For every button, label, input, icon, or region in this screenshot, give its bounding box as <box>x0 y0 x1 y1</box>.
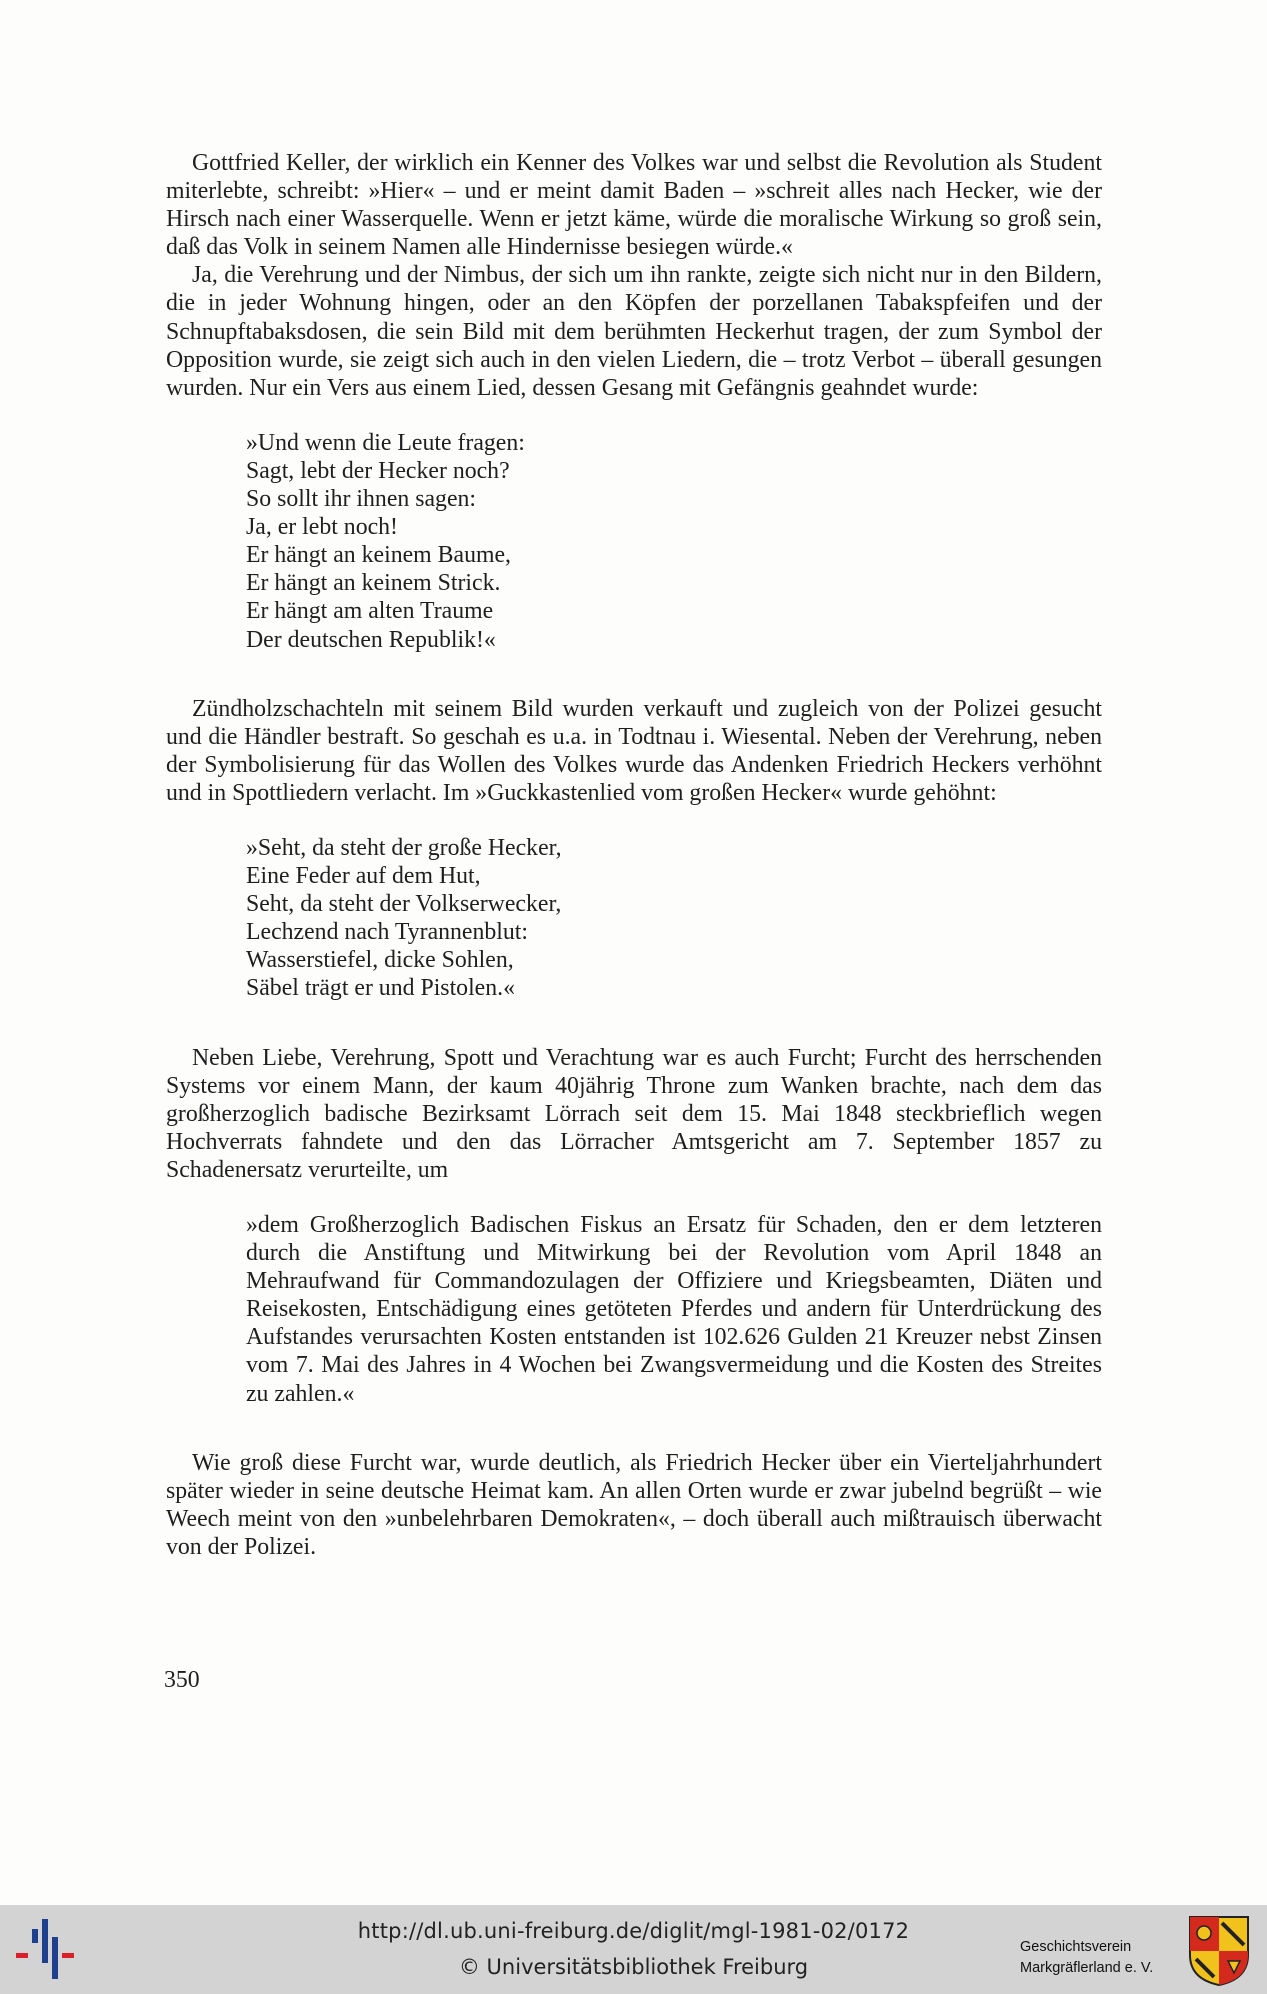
society-name-line: Geschichtsverein <box>1020 1939 1132 1955</box>
verse-line: Er hängt an keinem Baume, <box>246 542 511 569</box>
verse-line: »Seht, da steht der große Hecker, <box>246 834 562 861</box>
society-name-line: Markgräflerland e. V. <box>1020 1960 1154 1976</box>
page-number: 350 <box>164 1667 200 1693</box>
coat-of-arms-icon <box>1188 1915 1250 1987</box>
footer-bar <box>0 1905 1267 1994</box>
paragraph-verehrung: Ja, die Verehrung und der Nimbus, der sich um ihn rankte, zeigte sich nicht nur in den Bildern, die in jeder Wohnung hingen, oder an den Köpfen der porzellanen Tabakspfeifen und der Schnupftabaksdosen, die sein Bild mit dem berühmten Heckerhut tragen, der zum Symbol der Opposition wurde, sie zeigt sich auch in den vielen Liedern, die – trotz Verbot – überall gesungen wurden. Nur ein Vers aus einem Lied, dessen Gesang mit Gefängnis geahndet wurde: <box>166 262 1102 401</box>
society-name <box>1020 1937 1153 1979</box>
verse-line: Eine Feder auf dem Hut, <box>246 863 481 890</box>
verse-line: Wasserstiefel, dicke Sohlen, <box>246 947 514 974</box>
verse-line: Der deutschen Republik!« <box>246 626 496 653</box>
paragraph-keller-quote: Gottfried Keller, der wirklich ein Kenner des Volkes war und selbst die Revolution als Student miterlebte, schreibt: »Hier« – und er meint damit Baden – »schreit alles nach Hecker, wie der Hirsch nach einer Wasserquelle. Wenn er jetzt käme, würde die moralische Wirkung so groß sein, daß das Volk in seinem Namen alle Hindernisse besiegen würde.« <box>166 150 1102 261</box>
verse-line: Säbel trägt er und Pistolen.« <box>246 975 515 1002</box>
paragraph-heimkehr: Wie groß diese Furcht war, wurde deutlich, als Friedrich Hecker über ein Vierteljahrhundert später wieder in seine deutsche Heimat kam. An allen Orten wurde er zwar jubelnd begrüßt – wie Weech meint von den »unbelehrbaren Demokraten«, – doch überall auch mißtrauisch überwacht von der Polizei. <box>166 1449 1102 1560</box>
quote-schadenersatz: »dem Großherzoglich Badischen Fiskus an Ersatz für Schaden, den er dem letzteren durch die Anstiftung und Mitwirkung bei der Revolution vom April 1848 an Mehraufwand für Commandozulagen der Offiziere und Kriegsbeamten, Diäten und Reisekosten, Entschädigung eines getöteten Pferdes und andern für Unterdrückung des Aufstandes verursachten Kosten entstanden ist 102.626 Gulden 21 Kreuzer nebst Zinsen vom 7. Mai des Jahres in 4 Wochen bei Zwangsvermeidung und die Kosten des Streites zu zahlen.« <box>246 1212 1102 1407</box>
footer-copyright: © Universitätsbibliothek Freiburg <box>458 1955 809 1979</box>
verse-line: Sagt, lebt der Hecker noch? <box>246 457 510 484</box>
verse-line: Seht, da steht der Volkserwecker, <box>246 891 562 918</box>
paragraph-zuendholz: Zündholzschachteln mit seinem Bild wurden verkauft und zugleich von der Polizei gesucht und die Händler bestraft. So geschah es u.a. in Todtnau i. Wiesental. Neben der Verehrung, neben der Symbolisierung für das Wollen des Volkes wurde das Andenken Friedrich Heckers verhöhnt und in Spottliedern verlacht. Im »Guckkastenlied vom großen Hecker« wurde gehöhnt: <box>166 695 1102 806</box>
text-column <box>166 149 1102 1561</box>
verse-line: Er hängt an keinem Strick. <box>246 570 501 597</box>
verse-line: So sollt ihr ihnen sagen: <box>246 486 477 513</box>
verse-guckkastenlied <box>166 834 1102 1003</box>
verse-line: Er hängt am alten Traume <box>246 598 494 625</box>
verse-hecker-lebt <box>166 429 1102 654</box>
paragraph-furcht: Neben Liebe, Verehrung, Spott und Verachtung war es auch Furcht; Furcht des herrschenden Systems vor einem Mann, der kaum 40jährig Throne zum Wanken brachte, nach dem das großherzoglich badische Bezirksamt Lörrach seit dem 15. Mai 1848 steckbrieflich wegen Hochverrats fahndete und den das Lörracher Amtsgericht am 7. September 1857 zu Schadenersatz verurteilte, um <box>166 1044 1102 1183</box>
verse-line: »Und wenn die Leute fragen: <box>246 429 525 456</box>
verse-line: Lechzend nach Tyrannenblut: <box>246 919 529 946</box>
footer-url-link[interactable]: http://dl.ub.uni-freiburg.de/diglit/mgl-1981-02/0172 <box>357 1919 910 1943</box>
verse-line: Ja, er lebt noch! <box>246 514 398 541</box>
